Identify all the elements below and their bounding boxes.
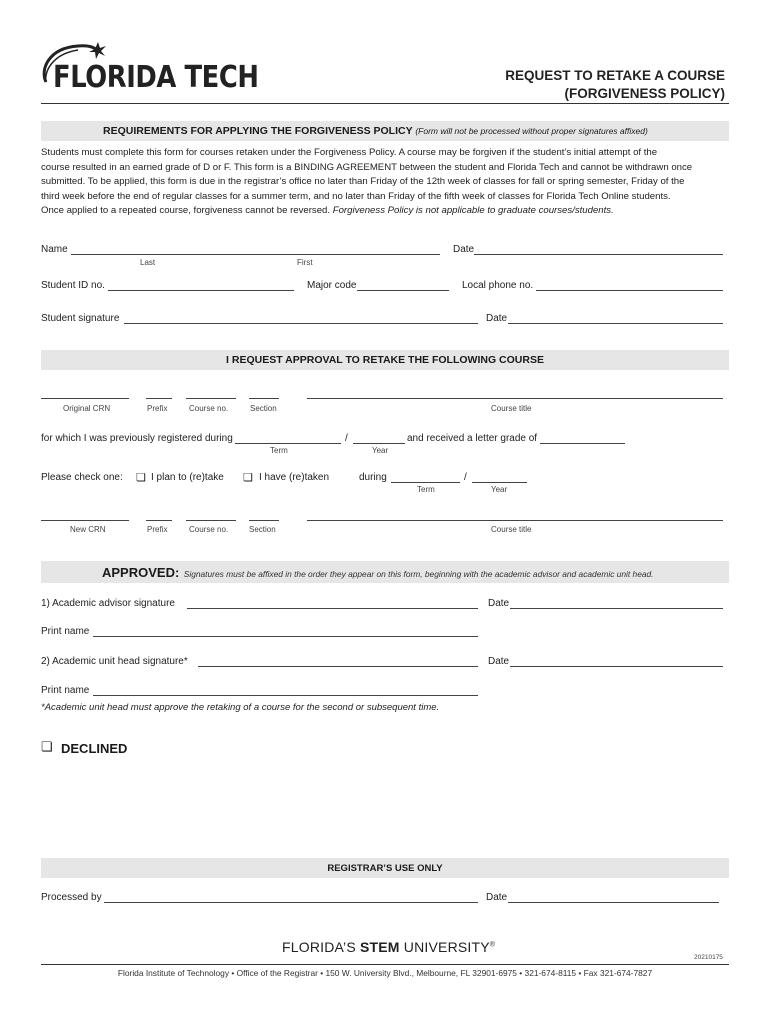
student-id-label: Student ID no. (41, 280, 105, 291)
grade-text: and received a letter grade of (407, 433, 538, 444)
print-name1-label: Print name (41, 626, 90, 637)
form-title-line2: (FORGIVENESS POLICY) (564, 86, 725, 101)
processed-by-label: Processed by (41, 892, 102, 903)
original-crn-field[interactable] (41, 398, 129, 399)
form-title-line1: REQUEST TO RETAKE A COURSE (505, 68, 725, 83)
processed-by-field[interactable] (104, 902, 478, 903)
term2-label: Term (417, 485, 435, 494)
local-phone-label: Local phone no. (462, 280, 534, 291)
requirements-line: course resulted in an earned grade of D or F. This form is a BINDING AGREEMENT between the student and Florida Tech and cannot be withdrawn once (41, 161, 693, 173)
original-crn-label: Original CRN (63, 404, 111, 413)
course-title2-field[interactable] (307, 520, 723, 521)
year-label: Year (372, 446, 389, 455)
during-year-field[interactable] (472, 482, 527, 483)
term-label: Term (270, 446, 288, 455)
slash2: / (464, 472, 467, 483)
date2-field[interactable] (508, 323, 723, 324)
checkbox-icon[interactable]: ❏ (243, 472, 253, 484)
advisor-date-label: Date (488, 598, 510, 609)
registrar-date-field[interactable] (508, 902, 719, 903)
print-name1-field[interactable] (93, 636, 478, 637)
request-heading: I REQUEST APPROVAL TO RETAKE THE FOLLOWING COURSE (226, 354, 544, 366)
slash: / (345, 433, 348, 444)
year2-label: Year (491, 485, 508, 494)
unit-head-signature-field[interactable] (198, 666, 478, 667)
grade-field[interactable] (540, 443, 625, 444)
unit-head-date-field[interactable] (510, 666, 723, 667)
name-field[interactable] (71, 254, 440, 255)
new-crn-label: New CRN (70, 525, 106, 534)
print-name2-label: Print name (41, 685, 90, 696)
requirements-heading: REQUIREMENTS FOR APPLYING THE FORGIVENESS POLICY (Form will not be processed without proper signatures affixed) (103, 125, 648, 137)
requirements-line: Students must complete this form for courses retaken under the Forgiveness Policy. A course may be forgiven if the student’s initial attempt of the (41, 147, 658, 158)
requirements-line: Once applied to a repeated course, forgiveness cannot be reversed. Forgiveness Policy is not applicable to graduate courses/students. (41, 205, 614, 216)
student-signature-field[interactable] (124, 323, 478, 324)
course-title-field[interactable] (307, 398, 723, 399)
major-code-label: Major code (307, 280, 357, 291)
section-field[interactable] (249, 398, 279, 399)
stem-tagline: FLORIDA’S STEM UNIVERSITY® (282, 939, 496, 955)
logo-text: FLORIDA TECH (53, 60, 259, 95)
header-divider (41, 103, 729, 104)
requirements-note: (Form will not be processed without proper signatures affixed) (415, 126, 648, 136)
registrar-heading: REGISTRAR’S USE ONLY (327, 863, 443, 874)
registrar-date-label: Date (486, 892, 508, 903)
section2-field[interactable] (249, 520, 279, 521)
date-label: Date (453, 244, 475, 255)
approved-heading-row (102, 564, 654, 582)
student-id-field[interactable] (108, 290, 294, 291)
prefix-field[interactable] (146, 398, 172, 399)
checkbox-icon[interactable]: ❏ (41, 739, 53, 754)
checkbox-icon[interactable]: ❏ (136, 472, 146, 484)
approved-heading: APPROVED: (102, 565, 180, 580)
print-name2-field[interactable] (93, 695, 478, 696)
major-code-field[interactable] (357, 290, 449, 291)
date2-label: Date (486, 313, 508, 324)
year-field[interactable] (353, 443, 405, 444)
local-phone-field[interactable] (536, 290, 723, 291)
course-no2-label: Course no. (189, 525, 229, 534)
section-label: Section (250, 404, 277, 413)
during-label: during (359, 472, 387, 483)
footer-address: Florida Institute of Technology • Office of the Registrar • 150 W. University Blvd., Melbourne, FL 32901-6975 • 321-674-8115 • Fax 321-674-7827 (117, 968, 653, 978)
declined-label: DECLINED (61, 741, 128, 756)
section2-label: Section (249, 525, 276, 534)
requirements-text (41, 146, 731, 219)
course-title2-label: Course title (491, 525, 532, 534)
advisor-signature-label: 1) Academic advisor signature (41, 598, 175, 609)
form-code: 20210175 (694, 954, 723, 961)
name-label: Name (41, 244, 68, 255)
requirements-line: submitted. To be applied, this form is due in the registrar’s office no later than Friday of the 12th week of classes for fall or spring semester, Friday of the (41, 176, 685, 187)
during-term-field[interactable] (391, 482, 460, 483)
unit-head-signature-label: 2) Academic unit head signature* (41, 656, 188, 667)
student-signature-label: Student signature (41, 313, 120, 324)
first-label: First (297, 258, 313, 267)
plan-to-retake-label: I plan to (re)take (151, 472, 224, 483)
course-no-label: Course no. (189, 404, 229, 413)
have-retaken-label: I have (re)taken (259, 472, 330, 483)
registered-text: for which I was previously registered during (41, 433, 233, 444)
term-field[interactable] (235, 443, 341, 444)
advisor-signature-field[interactable] (187, 608, 478, 609)
footer-divider (41, 964, 729, 965)
requirements-line: third week before the end of regular classes for a summer term, and no later than Friday of the fifth week of classes for Florida Tech Online students. (41, 190, 671, 202)
approved-note: Signatures must be affixed in the order they appear on this form, beginning with the academic advisor and academic unit head. (183, 569, 654, 579)
prefix2-field[interactable] (146, 520, 172, 521)
new-crn-field[interactable] (41, 520, 129, 521)
course-title-label: Course title (491, 404, 532, 413)
prefix-label: Prefix (147, 404, 168, 413)
unit-head-footnote: *Academic unit head must approve the retaking of a course for the second or subsequent time. (41, 702, 440, 713)
unit-head-date-label: Date (488, 656, 510, 667)
advisor-date-field[interactable] (510, 608, 723, 609)
prefix2-label: Prefix (147, 525, 168, 534)
last-label: Last (140, 258, 156, 267)
check-one-label: Please check one: (41, 472, 123, 483)
course-no-field[interactable] (186, 398, 236, 399)
course-no2-field[interactable] (186, 520, 236, 521)
date-field[interactable] (474, 254, 723, 255)
